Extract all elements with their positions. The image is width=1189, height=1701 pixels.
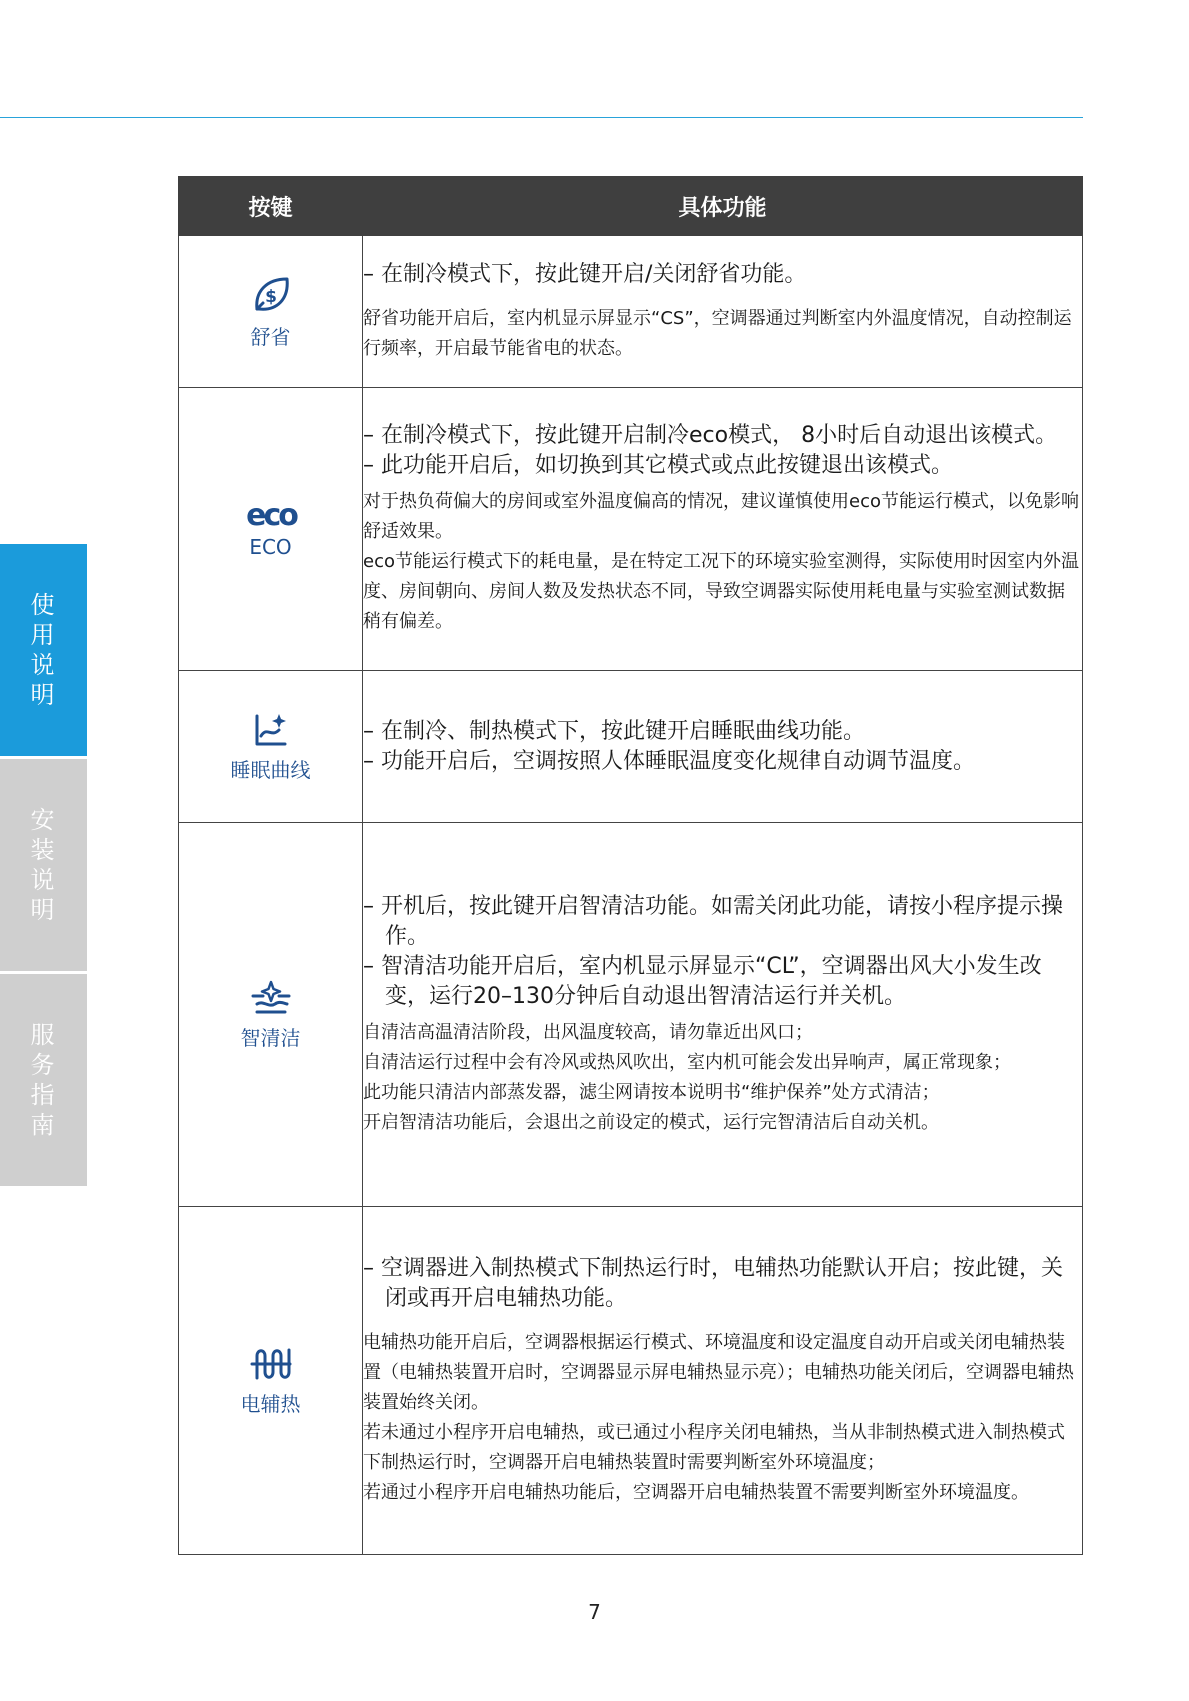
note-line: 自清洁运行过程中会有冷风或热风吹出，室内机可能会发出异响声，属正常现象； xyxy=(363,1051,1011,1073)
side-tab-usage[interactable] xyxy=(0,544,87,756)
sleep-curve-icon xyxy=(251,710,291,750)
header-function: 具体功能 xyxy=(363,177,1083,236)
note-line: 舒省功能开启后，室内机显示屏显示“CS”，空调器通过判断室内外温度情况，自动控制运行频率，开启最节能省电的状态。 xyxy=(363,307,1072,359)
key-cell xyxy=(179,236,363,388)
description-cell xyxy=(363,1207,1083,1555)
key-cell xyxy=(179,823,363,1207)
description-cell xyxy=(363,671,1083,823)
key-label: 电辅热 xyxy=(240,1392,301,1416)
key-label: ECO xyxy=(249,535,292,559)
main-line: – 智清洁功能开启后，室内机显示屏显示“CL”，空调器出风大小发生改变，运行20–130分钟后自动退出智清洁运行并关机。 xyxy=(363,953,1042,1009)
key-label: 舒省 xyxy=(250,325,291,349)
table-row xyxy=(179,823,1083,1207)
smart-clean-icon xyxy=(249,978,293,1018)
note-line: 若未通过小程序开启电辅热，或已通过小程序关闭电辅热，当从非制热模式进入制热模式下制热运行时，空调器开启电辅热装置时需要判断室外环境温度； xyxy=(363,1421,1065,1473)
note-line: 此功能只清洁内部蒸发器，滤尘网请按本说明书“维护保养”处方式清洁； xyxy=(363,1081,940,1103)
key-cell xyxy=(179,671,363,823)
electric-heater-icon xyxy=(248,1344,294,1384)
leaf-dollar-icon xyxy=(249,273,293,317)
main-line: – 此功能开启后，如切换到其它模式或点此按键退出该模式。 xyxy=(363,453,953,478)
note-line: eco节能运行模式下的耗电量，是在特定工况下的环境实验室测得，实际使用时因室内外温度、房间朝向、房间人数及发热状态不同，导致空调器实际使用耗电量与实验室测试数据稍有偏差。 xyxy=(363,551,1079,632)
table-row xyxy=(179,236,1083,388)
note-line: 自清洁高温清洁阶段，出风温度较高，请勿靠近出风口； xyxy=(363,1021,813,1043)
table-row xyxy=(179,388,1083,671)
side-tab-install[interactable] xyxy=(0,759,87,971)
main-line: – 在制冷模式下，按此键开启制冷eco模式， 8小时后自动退出该模式。 xyxy=(363,423,1058,448)
side-tab-service[interactable] xyxy=(0,974,87,1186)
description-cell xyxy=(363,823,1083,1207)
main-line: – 在制冷、制热模式下，按此键开启睡眠曲线功能。 xyxy=(363,718,865,744)
note-line: 开启智清洁功能后，会退出之前设定的模式，运行完智清洁后自动关机。 xyxy=(363,1111,939,1133)
top-rule xyxy=(0,117,1083,118)
description-cell xyxy=(363,388,1083,671)
key-cell xyxy=(179,1207,363,1555)
main-line: – 空调器进入制热模式下制热运行时，电辅热功能默认开启；按此键，关闭或再开启电辅热功能。 xyxy=(363,1255,1063,1311)
side-tabs xyxy=(0,544,87,1189)
table-row xyxy=(179,1207,1083,1555)
function-table xyxy=(178,176,1083,1555)
table-row xyxy=(179,671,1083,823)
main-line: – 在制冷模式下，按此键开启/关闭舒省功能。 xyxy=(363,261,807,287)
side-tab-label: 安装说明 xyxy=(30,806,57,924)
eco-icon xyxy=(238,499,304,531)
note-line: 若通过小程序开启电辅热功能后，空调器开启电辅热装置不需要判断室外环境温度。 xyxy=(363,1481,1029,1503)
main-line: – 开机后，按此键开启智清洁功能。如需关闭此功能，请按小程序提示操作。 xyxy=(363,893,1063,949)
header-key: 按键 xyxy=(179,177,363,236)
side-tab-label: 服务指南 xyxy=(30,1021,57,1139)
key-cell xyxy=(179,388,363,671)
page-number: 7 xyxy=(588,1600,601,1624)
key-label: 睡眠曲线 xyxy=(230,758,311,782)
note-line: 电辅热功能开启后，空调器根据运行模式、环境温度和设定温度自动开启或关闭电辅热装置（电辅热装置开启时，空调器显示屏电辅热显示亮）；电辅热功能关闭后，空调器电辅热装置始终关闭。 xyxy=(363,1331,1074,1413)
description-cell xyxy=(363,236,1083,388)
svg-text:$: $ xyxy=(264,287,277,307)
svg-text:eco: eco xyxy=(245,499,296,531)
side-tab-label: 使用说明 xyxy=(30,591,57,709)
note-line: 对于热负荷偏大的房间或室外温度偏高的情况，建议谨慎使用eco节能运行模式，以免影响舒适效果。 xyxy=(363,491,1079,542)
main-line: – 功能开启后，空调按照人体睡眠温度变化规律自动调节温度。 xyxy=(363,748,975,774)
table-header-row xyxy=(179,177,1083,236)
key-label: 智清洁 xyxy=(240,1026,301,1050)
